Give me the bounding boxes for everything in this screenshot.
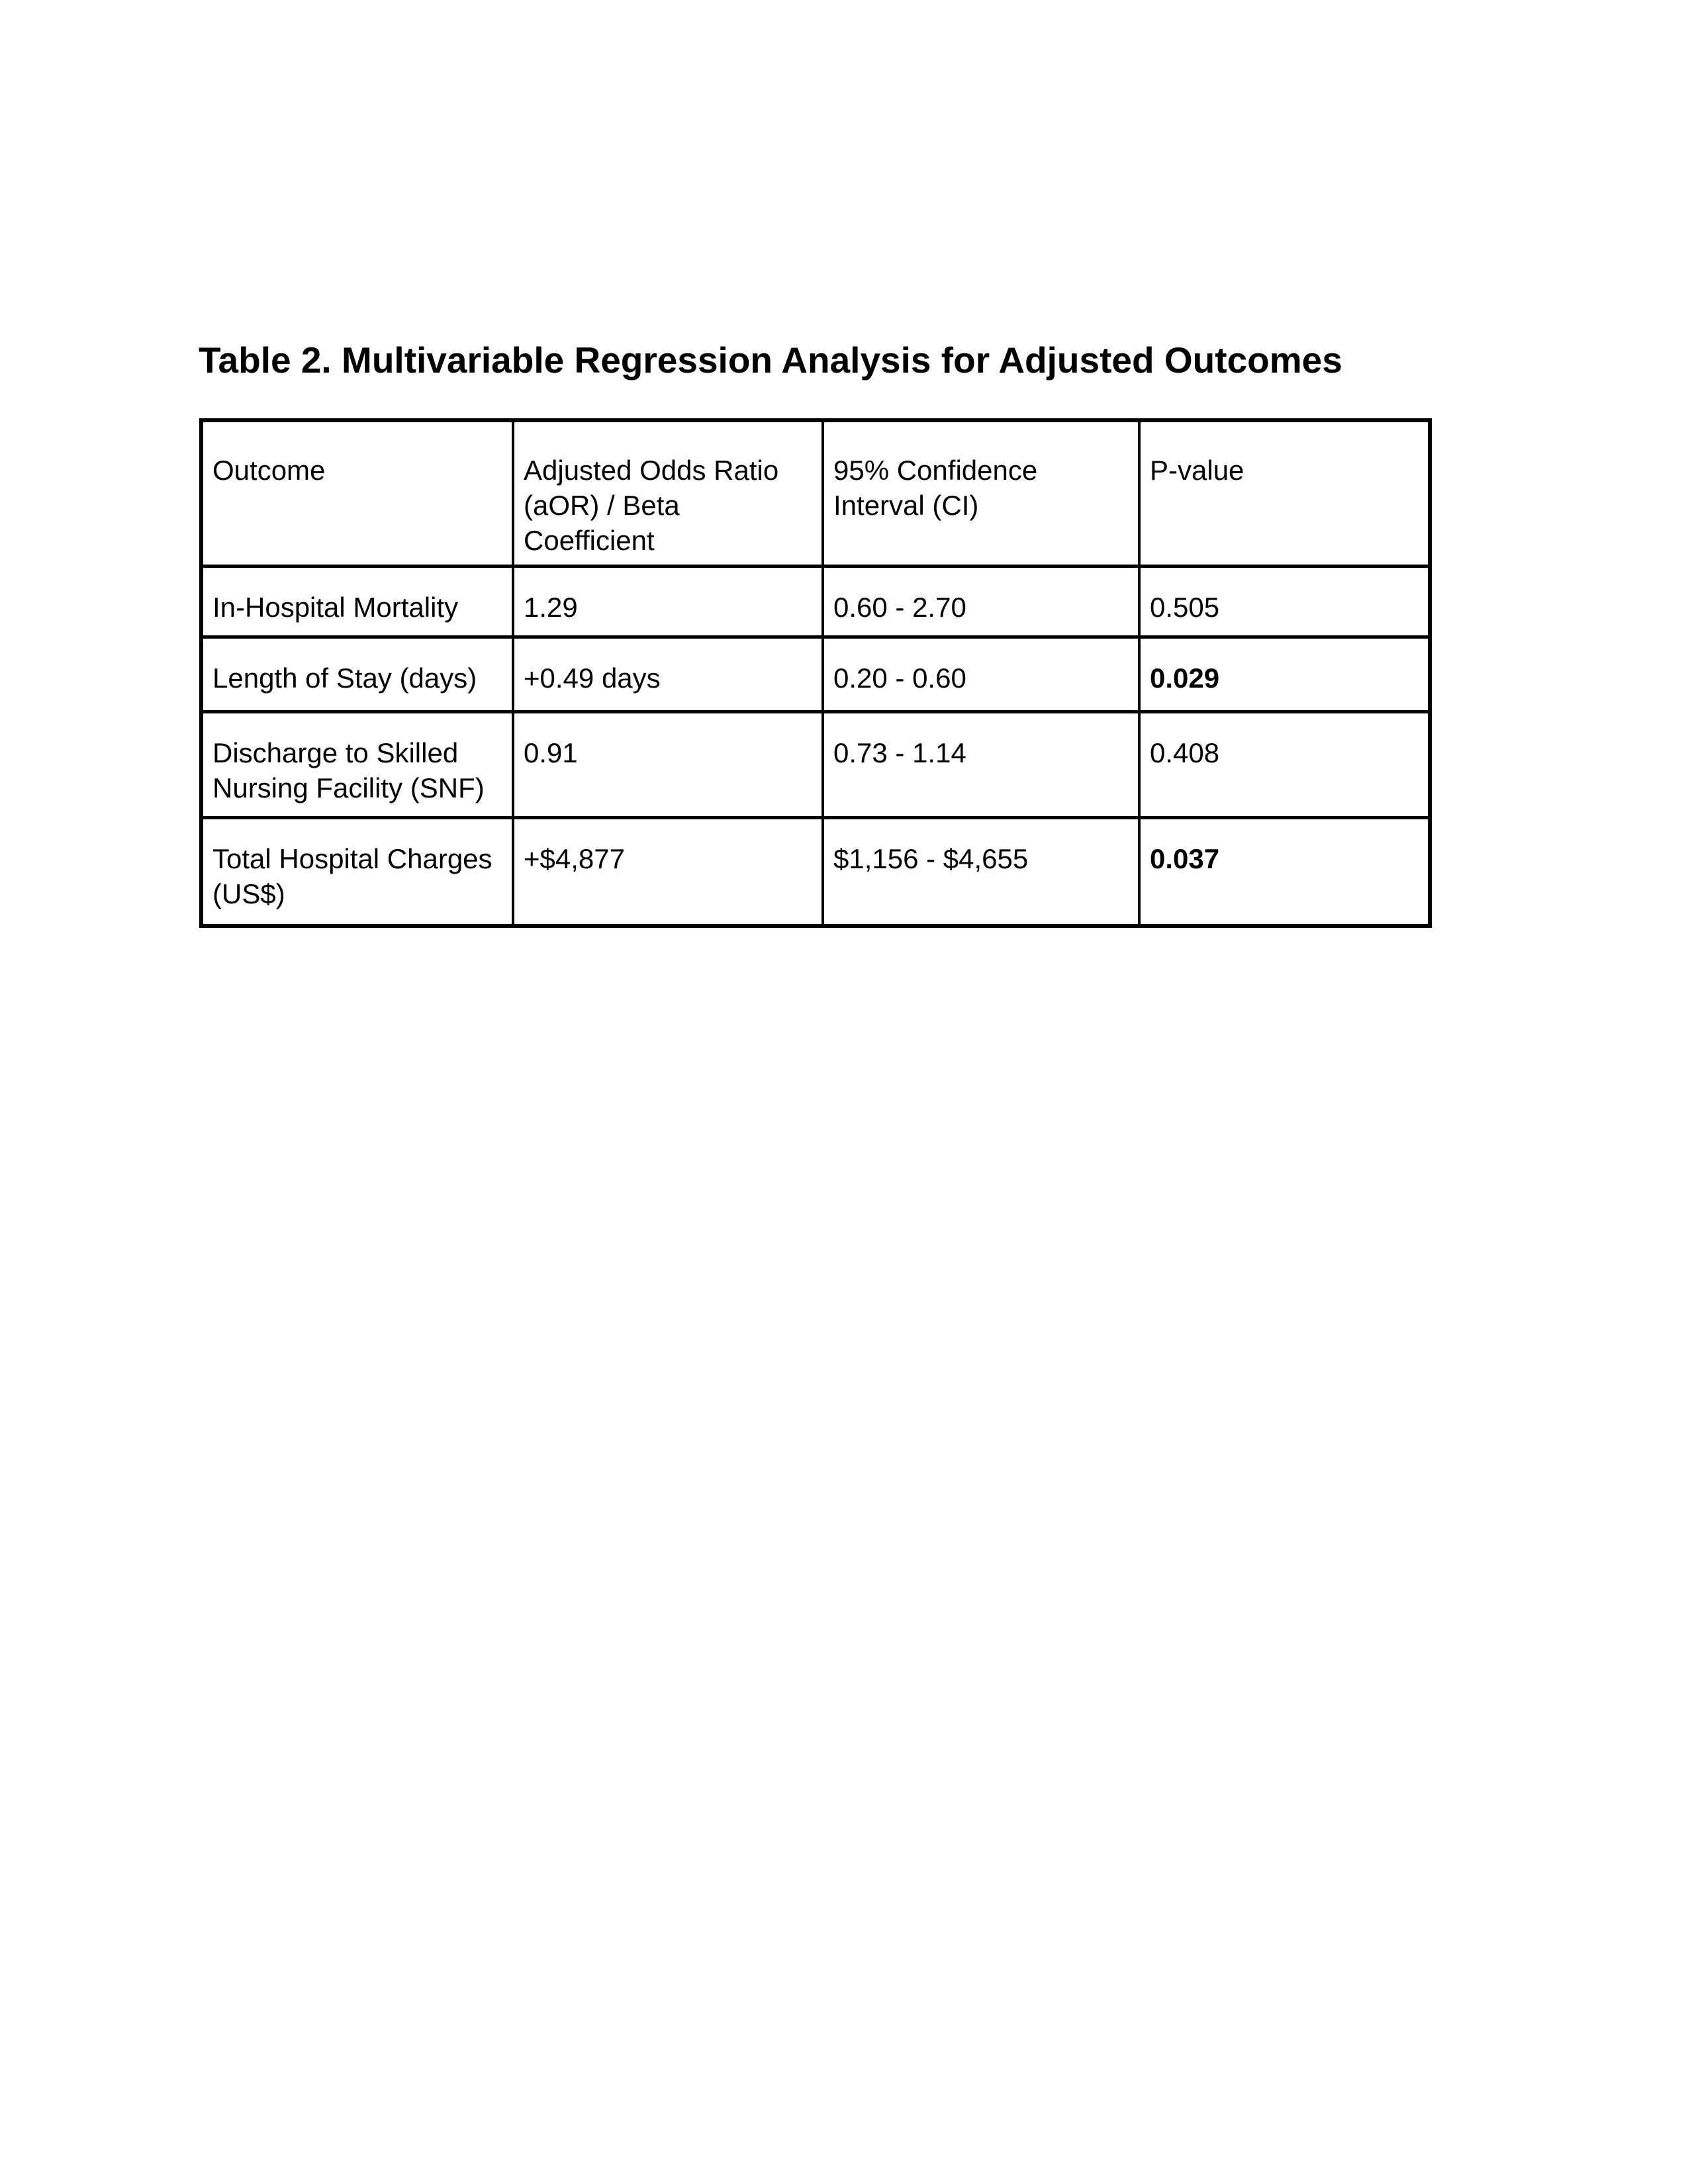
cell-ci: 0.73 - 1.14: [823, 712, 1139, 818]
cell-estimate: 0.91: [513, 712, 823, 818]
table-row: [201, 818, 1430, 926]
header-ci: 95% Confidence Interval (CI): [823, 420, 1139, 567]
cell-estimate: +0.49 days: [513, 637, 823, 712]
cell-outcome: In-Hospital Mortality: [201, 567, 513, 637]
cell-pvalue: 0.037: [1139, 818, 1430, 926]
cell-estimate: 1.29: [513, 567, 823, 637]
header-pvalue: P-value: [1139, 420, 1430, 567]
cell-pvalue: 0.029: [1139, 637, 1430, 712]
cell-ci: 0.20 - 0.60: [823, 637, 1139, 712]
header-estimate: Adjusted Odds Ratio (aOR) / Beta Coefficient: [513, 420, 823, 567]
cell-pvalue: 0.408: [1139, 712, 1430, 818]
cell-ci: 0.60 - 2.70: [823, 567, 1139, 637]
cell-outcome: Length of Stay (days): [201, 637, 513, 712]
table-row: [201, 567, 1430, 637]
cell-estimate: +$4,877: [513, 818, 823, 926]
table-title: Table 2. Multivariable Regression Analysis for Adjusted Outcomes: [199, 340, 1342, 381]
table-header-row: [201, 420, 1430, 567]
regression-table: [199, 418, 1432, 928]
table-row: [201, 712, 1430, 818]
cell-outcome: Total Hospital Charges (US$): [201, 818, 513, 926]
cell-pvalue: 0.505: [1139, 567, 1430, 637]
cell-outcome: Discharge to Skilled Nursing Facility (SNF): [201, 712, 513, 818]
table-row: [201, 637, 1430, 712]
header-outcome: Outcome: [201, 420, 513, 567]
cell-ci: $1,156 - $4,655: [823, 818, 1139, 926]
